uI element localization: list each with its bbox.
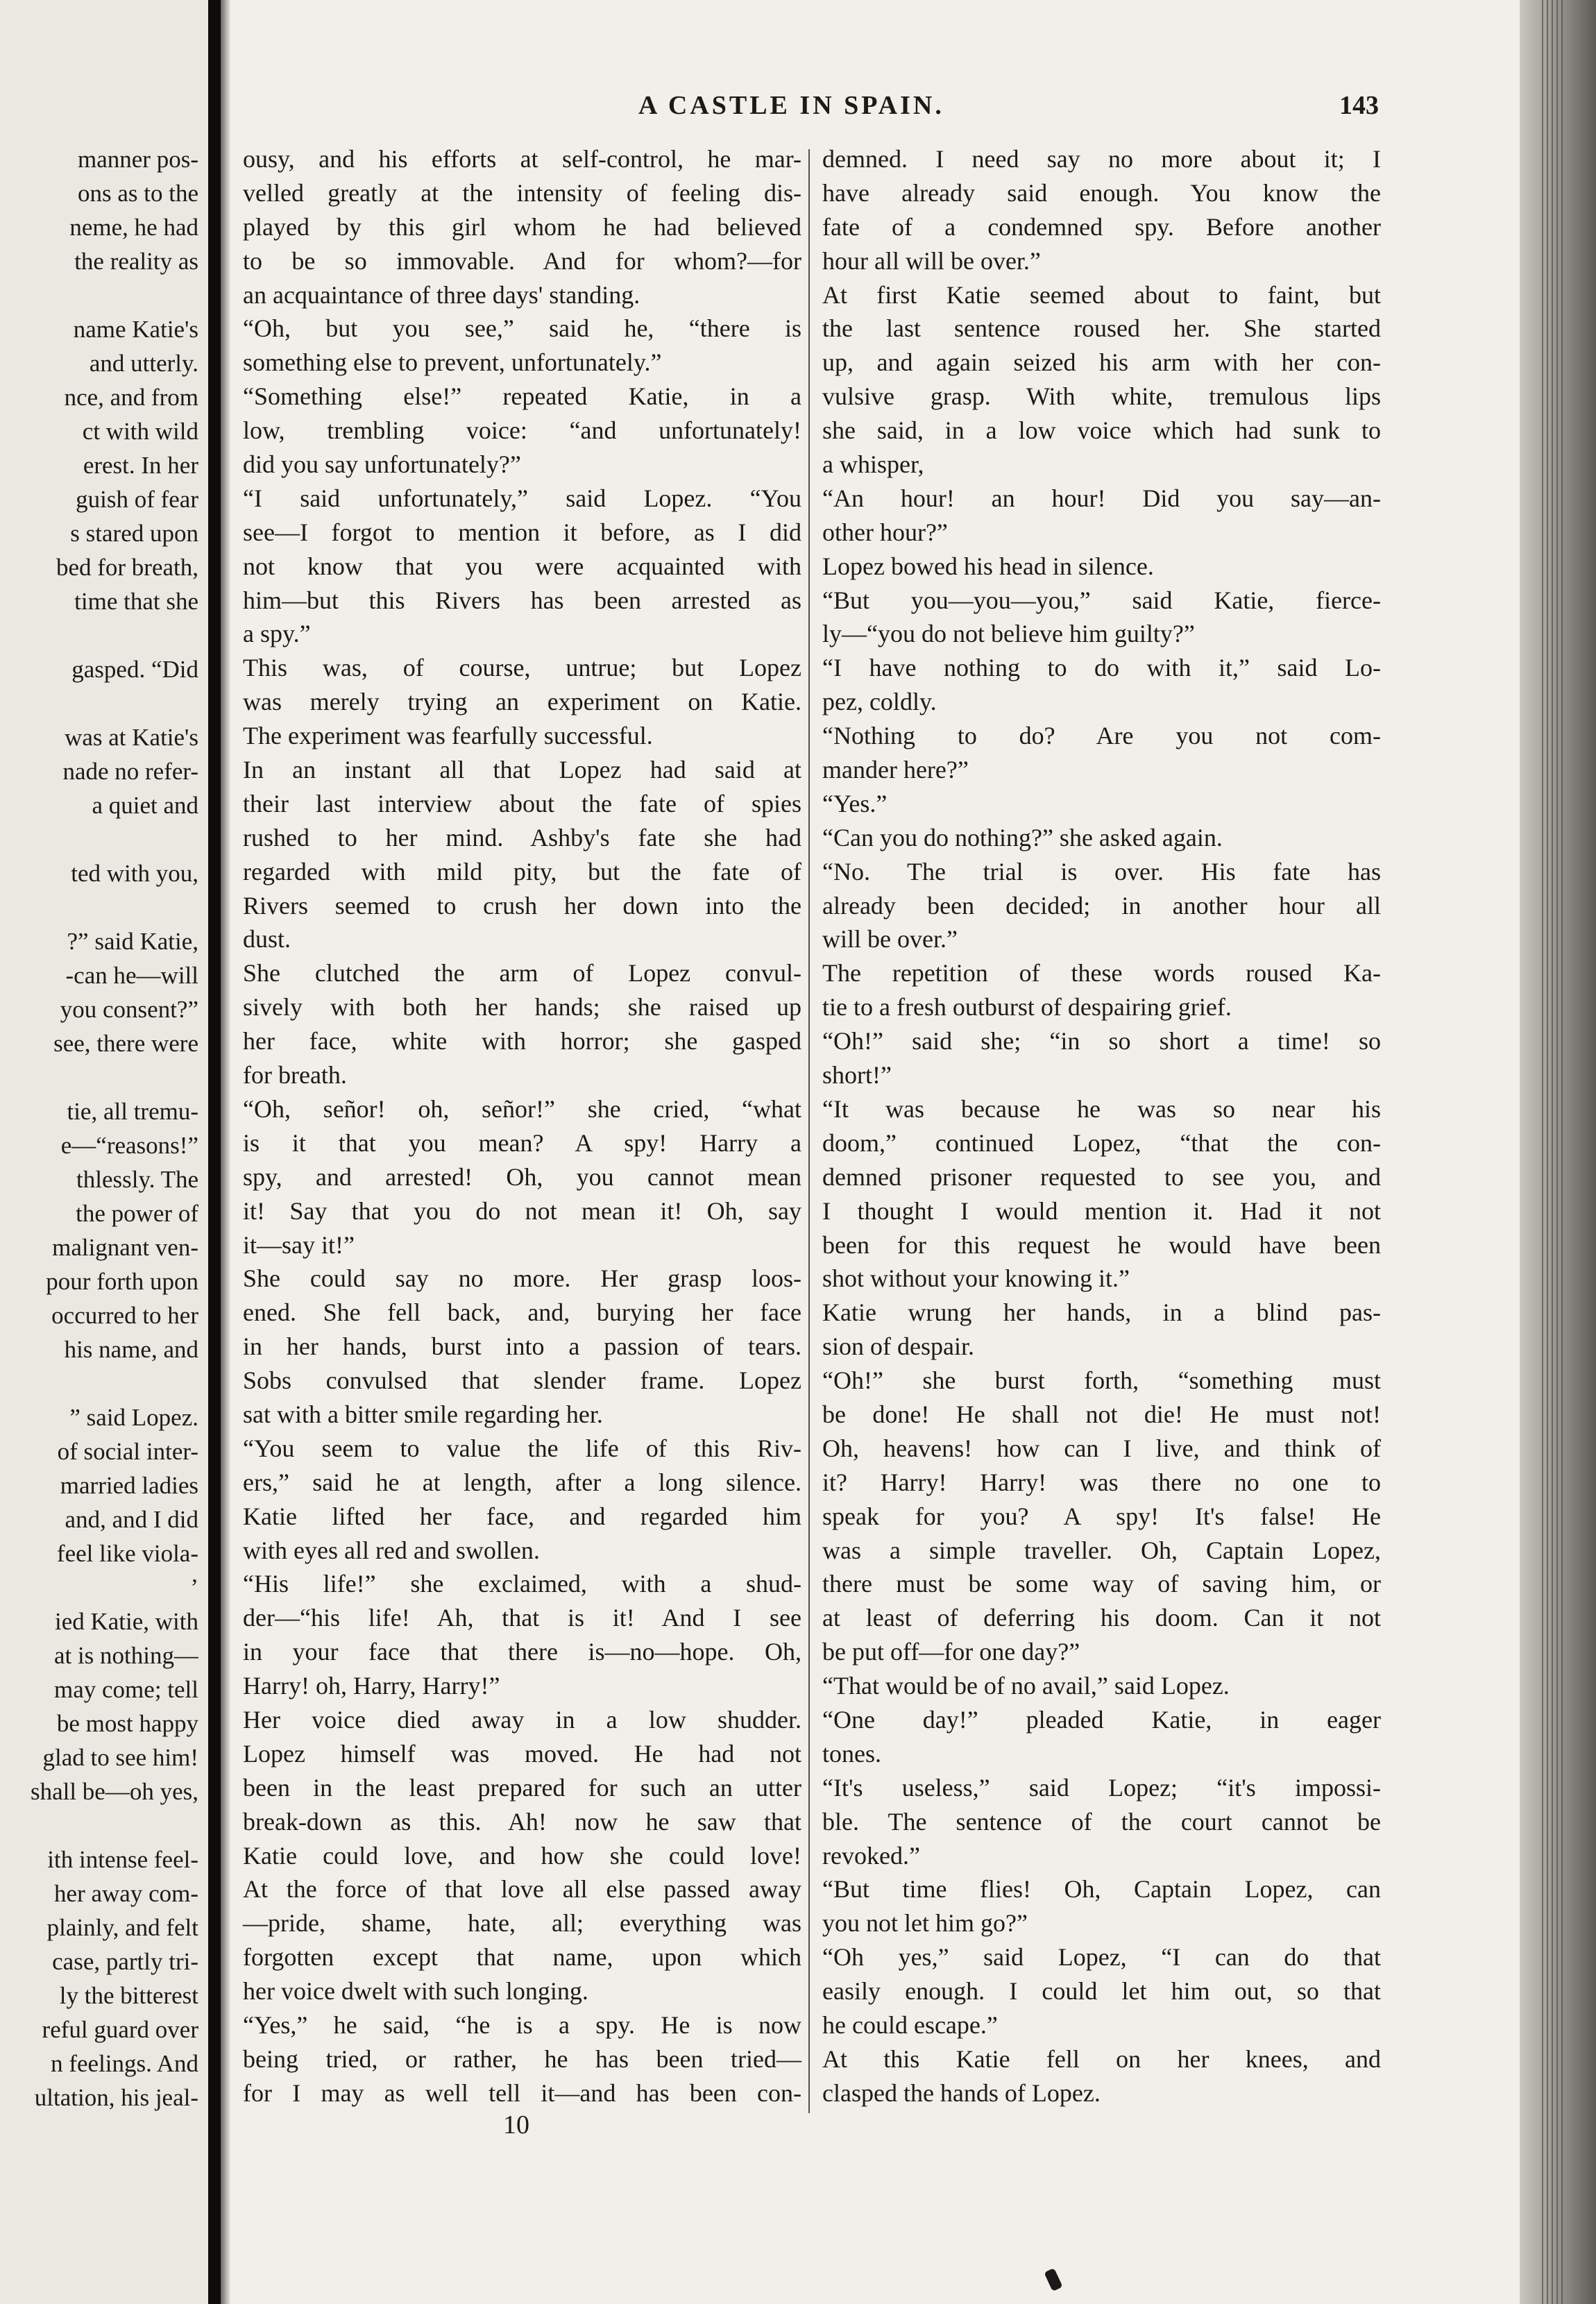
previous-page-fragments-line: ted with you,: [71, 860, 198, 887]
left-column-line: “Something else!” repeated Katie, in a: [243, 382, 801, 411]
page-number: 143: [1339, 91, 1379, 120]
left-column-line: “Yes,” he said, “he is a spy. He is now: [243, 2010, 801, 2039]
left-column-line: it—say it!”: [243, 1230, 355, 1259]
left-column-line: is it that you mean? A spy! Harry a: [243, 1128, 801, 1157]
previous-page-fragments-line: n feelings. And: [51, 2050, 198, 2077]
left-column-line: played by this girl whom he had believed: [243, 212, 801, 241]
right-column-line: “An hour! an hour! Did you say—an-: [822, 484, 1381, 512]
left-column-line: their last interview about the fate of spies: [243, 789, 801, 818]
left-column-line: “His life!” she exclaimed, with a shud-: [243, 1570, 801, 1598]
right-column-line: “It was because he was so near his: [822, 1094, 1381, 1123]
left-column-line: velled greatly at the intensity of feeling dis-: [243, 178, 801, 207]
left-column-line: it! Say that you do not mean it! Oh, say: [243, 1196, 801, 1225]
right-column-line: hour all will be over.”: [822, 246, 1041, 275]
right-column-line: “No. The trial is over. His fate has: [822, 857, 1381, 886]
previous-page-fragments-line: e—“reasons!”: [60, 1132, 198, 1159]
left-column-line: Sobs convulsed that slender frame. Lopez: [243, 1366, 801, 1395]
right-column-line: vulsive grasp. With white, tremulous lips: [822, 382, 1381, 411]
previous-page-fragments-line: the power of: [76, 1200, 198, 1227]
left-column-line: dust.: [243, 925, 291, 954]
left-column-line: been in the least prepared for such an utter: [243, 1773, 801, 1802]
right-column-line: will be over.”: [822, 925, 958, 954]
previous-page-fragments-line: the reality as: [74, 248, 198, 275]
left-column-line: regarded with mild pity, but the fate of: [243, 857, 801, 886]
previous-page-fragments-line: and, and I did: [65, 1506, 198, 1533]
right-column-line: was a simple traveller. Oh, Captain Lopez,: [822, 1536, 1381, 1564]
previous-page-fragments-line: and utterly.: [89, 350, 198, 377]
right-column-line: demned prisoner requested to see you, and: [822, 1162, 1381, 1191]
left-column-line: see—I forgot to mention it before, as I did: [243, 518, 801, 546]
right-column-line: At first Katie seemed about to faint, but: [822, 280, 1381, 309]
previous-page-fragments-line: time that she: [74, 588, 198, 615]
previous-page-fragments-line: see, there were: [53, 1030, 198, 1057]
right-column-line: “Oh yes,” said Lopez, “I can do that: [822, 1943, 1381, 1972]
right-column-line: “I have nothing to do with it,” said Lo-: [822, 654, 1381, 682]
left-column-line: low, trembling voice: “and unfortunately!: [243, 416, 801, 445]
right-column-line: revoked.”: [822, 1841, 920, 1870]
left-column-line: to be so immovable. And for whom?—for: [243, 246, 801, 275]
previous-page-edge: [0, 0, 208, 2304]
previous-page-fragments-line: feel like viola-: [56, 1540, 198, 1567]
right-column-line: “Yes.”: [822, 789, 888, 818]
previous-page-fragments-line: ultation, his jeal-: [34, 2084, 198, 2111]
right-column-line: you not let him go?”: [822, 1909, 1028, 1938]
right-column-line: at least of deferring his doom. Can it not: [822, 1604, 1381, 1632]
right-column-line: shot without your knowing it.”: [822, 1264, 1130, 1293]
left-column-line: Katie lifted her face, and regarded him: [243, 1502, 801, 1530]
right-column-line: up, and again seized his arm with her con-: [822, 348, 1381, 377]
previous-page-fragments-line: [0, 1809, 198, 1843]
left-column-line: a spy.”: [243, 620, 311, 648]
left-column: [243, 142, 801, 2110]
right-column-line: been for this request he would have been: [822, 1230, 1381, 1259]
previous-page-fragments-line: manner pos-: [78, 146, 198, 173]
right-column-line: doom,” continued Lopez, “that the con-: [822, 1128, 1381, 1157]
previous-page-fragments-line: gasped. “Did: [71, 656, 198, 683]
previous-page-text: [0, 142, 198, 2115]
right-column-line: “Nothing to do? Are you not com-: [822, 722, 1381, 750]
previous-page-fragments-line: shall be—oh yes,: [30, 1778, 198, 1805]
left-column-line: “You seem to value the life of this Riv-: [243, 1434, 801, 1462]
right-column-line: tones.: [822, 1739, 881, 1768]
right-column-line: speak for you? A spy! It's false! He: [822, 1502, 1381, 1530]
previous-page-fragments-line: be most happy: [56, 1710, 198, 1737]
previous-page-fragments-line: tie, all tremu-: [67, 1098, 198, 1125]
previous-page-fragments-line: of social inter-: [57, 1438, 198, 1465]
right-column-line: she said, in a low voice which had sunk to: [822, 416, 1381, 445]
left-column-line: her voice dwelt with such longing.: [243, 1977, 588, 2006]
left-column-line: for I may as well tell it—and has been con-: [243, 2078, 801, 2107]
right-column-line: ble. The sentence of the court cannot be: [822, 1807, 1381, 1836]
previous-page-fragments-line: guish of fear: [76, 486, 198, 513]
right-column-line: be done! He shall not die! He must not!: [822, 1400, 1381, 1428]
column-rule: [808, 149, 810, 2113]
right-column-line: “Oh!” she burst forth, “something must: [822, 1366, 1381, 1395]
left-column-line: ened. She fell back, and, burying her face: [243, 1298, 801, 1327]
left-column-line: This was, of course, untrue; but Lopez: [243, 654, 801, 682]
previous-page-fragments-line: reful guard over: [42, 2016, 198, 2043]
left-column-line: ers,” said he at length, after a long silence.: [243, 1468, 801, 1496]
left-column-line: spy, and arrested! Oh, you cannot mean: [243, 1162, 801, 1191]
previous-page-fragments-line: s stared upon: [70, 520, 198, 547]
left-column-line: She clutched the arm of Lopez convul-: [243, 959, 801, 988]
right-column-line: “Oh!” said she; “in so short a time! so: [822, 1027, 1381, 1056]
left-column-line: not know that you were acquainted with: [243, 552, 801, 580]
left-column-line: “Oh, but you see,” said he, “there is: [243, 314, 801, 343]
left-column-line: in her hands, burst into a passion of tears.: [243, 1332, 801, 1361]
previous-page-fragments-line: neme, he had: [69, 214, 198, 241]
left-column-line: ousy, and his efforts at self-control, he mar-: [243, 145, 801, 173]
previous-page-fragments-line: ?” said Katie,: [67, 928, 198, 955]
right-column-line: short!”: [822, 1061, 892, 1090]
left-column-line: The experiment was fearfully successful.: [243, 722, 653, 750]
left-column-line: “I said unfortunately,” said Lopez. “You: [243, 484, 801, 512]
left-column-line: rushed to her mind. Ashby's fate she had: [243, 823, 801, 852]
previous-page-fragments-line: a quiet and: [92, 792, 198, 819]
previous-page-fragments-line: ied Katie, with: [54, 1608, 198, 1635]
previous-page-fragments-line: plainly, and felt: [46, 1914, 198, 1941]
previous-page-fragments-line: glad to see him!: [42, 1744, 198, 1771]
book-gutter: [208, 0, 221, 2304]
left-column-line: with eyes all red and swollen.: [243, 1536, 540, 1564]
right-column-line: it? Harry! Harry! was there no one to: [822, 1468, 1381, 1496]
previous-page-fragments-line: nade no refer-: [62, 758, 198, 785]
previous-page-fragments-line: [0, 278, 198, 312]
previous-page-fragments-line: case, partly tri-: [52, 1948, 198, 1975]
previous-page-fragments-line: pour forth upon: [46, 1268, 198, 1295]
right-column-line: already been decided; in another hour all: [822, 891, 1381, 920]
right-column-line: sion of despair.: [822, 1332, 974, 1361]
left-column-line: sat with a bitter smile regarding her.: [243, 1400, 603, 1428]
left-column-line: Rivers seemed to crush her down into the: [243, 891, 801, 920]
right-column-line: tie to a fresh outburst of despairing grief.: [822, 993, 1232, 1022]
previous-page-fragments-line: ith intense feel-: [47, 1846, 198, 1873]
previous-page-fragments-line: [0, 686, 198, 720]
right-column-line: ly—“you do not believe him guilty?”: [822, 620, 1195, 648]
right-column-line: fate of a condemned spy. Before another: [822, 212, 1381, 241]
previous-page-fragments-line: thlessly. The: [76, 1166, 198, 1193]
right-column-line: other hour?”: [822, 518, 948, 546]
running-head: A CASTLE IN SPAIN.: [638, 91, 944, 120]
previous-page-fragments-line: erest. In her: [83, 452, 198, 479]
previous-page-fragments-line: [0, 1366, 198, 1400]
right-column-line: “It's useless,” said Lopez; “it's impossi-: [822, 1773, 1381, 1802]
right-column-line: a whisper,: [822, 450, 924, 479]
left-column-line: Katie could love, and how she could love!: [243, 1841, 801, 1870]
previous-page-fragments-line: [0, 1060, 198, 1094]
left-column-line: —pride, shame, hate, all; everything was: [243, 1909, 801, 1938]
right-column-line: “That would be of no avail,” said Lopez.: [822, 1672, 1230, 1700]
left-column-line: in your face that there is—no—hope. Oh,: [243, 1638, 801, 1666]
right-column-line: be put off—for one day?”: [822, 1638, 1080, 1666]
previous-page-fragments-line: [0, 618, 198, 652]
right-column-line: “But time flies! Oh, Captain Lopez, can: [822, 1875, 1381, 1904]
previous-page-fragments-line: his name, and: [64, 1336, 198, 1363]
signature-mark: 10: [503, 2110, 529, 2140]
previous-page-fragments-line: you consent?”: [60, 996, 198, 1023]
left-column-line: for breath.: [243, 1061, 347, 1090]
right-column-line: “One day!” pleaded Katie, in eager: [822, 1705, 1381, 1734]
page-stack-lines: [1542, 0, 1563, 2304]
right-column-line: mander here?”: [822, 756, 969, 784]
left-column-line: sively with both her hands; she raised up: [243, 993, 801, 1022]
left-column-line: In an instant all that Lopez had said at: [243, 756, 801, 784]
left-column-line: Lopez himself was moved. He had not: [243, 1739, 801, 1768]
left-column-line: her face, white with horror; she gasped: [243, 1027, 801, 1056]
left-column-line: did you say unfortunately?”: [243, 450, 521, 479]
right-column-line: there must be some way of saving him, or: [822, 1570, 1381, 1598]
right-column-line: I thought I would mention it. Had it not: [822, 1196, 1381, 1225]
previous-page-fragments-line: -can he—will: [65, 962, 198, 989]
right-column: [822, 142, 1381, 2110]
previous-page-fragments-line: ct with wild: [82, 418, 198, 445]
left-column-line: She could say no more. Her grasp loos-: [243, 1264, 801, 1293]
left-column-line: an acquaintance of three days' standing.: [243, 280, 640, 309]
previous-page-fragments-line: ons as to the: [77, 180, 198, 207]
previous-page-fragments-line: bed for breath,: [56, 554, 198, 581]
previous-page-fragments-line: [0, 822, 198, 856]
previous-page-fragments-line: [0, 890, 198, 924]
right-column-line: At this Katie fell on her knees, and: [822, 2044, 1381, 2073]
left-column-line: At the force of that love all else passed away: [243, 1875, 801, 1904]
left-column-line: being tried, or rather, he has been tried—: [243, 2044, 801, 2073]
right-column-line: the last sentence roused her. She started: [822, 314, 1381, 343]
previous-page-fragments-line: malignant ven-: [52, 1234, 198, 1261]
right-column-line: pez, coldly.: [822, 688, 937, 716]
right-column-line: The repetition of these words roused Ka-: [822, 959, 1381, 988]
left-column-line: break-down as this. Ah! now he saw that: [243, 1807, 801, 1836]
previous-page-fragments-line: occurred to her: [51, 1302, 198, 1329]
gutter-shadow: [221, 0, 230, 2304]
left-column-line: Her voice died away in a low shudder.: [243, 1705, 801, 1734]
previous-page-fragments-line: married ladies: [60, 1472, 198, 1499]
left-column-line: him—but this Rivers has been arrested as: [243, 586, 801, 614]
previous-page-fragments-line: nce, and from: [64, 384, 198, 411]
previous-page-fragments-line: ” said Lopez.: [69, 1404, 198, 1431]
left-column-line: der—“his life! Ah, that is it! And I see: [243, 1604, 801, 1632]
previous-page-fragments-line: was at Katie's: [65, 724, 198, 751]
previous-page-fragments-line: at is nothing—: [53, 1642, 198, 1669]
right-column-line: have already said enough. You know the: [822, 178, 1381, 207]
previous-page-fragments-line: may come; tell: [54, 1676, 198, 1703]
left-column-line: was merely trying an experiment on Katie.: [243, 688, 801, 716]
right-column-line: “Can you do nothing?” she asked again.: [822, 823, 1223, 852]
left-column-line: “Oh, señor! oh, señor!” she cried, “what: [243, 1094, 801, 1123]
left-column-line: something else to prevent, unfortunately.”: [243, 348, 662, 377]
right-column-line: Katie wrung her hands, in a blind pas-: [822, 1298, 1381, 1327]
previous-page-fragments-line: ’: [190, 1574, 198, 1601]
left-column-line: Harry! oh, Harry, Harry!”: [243, 1672, 500, 1700]
right-column-line: he could escape.”: [822, 2010, 998, 2039]
right-column-line: demned. I need say no more about it; I: [822, 145, 1381, 173]
previous-page-fragments-line: name Katie's: [73, 316, 198, 343]
left-column-line: forgotten except that name, upon which: [243, 1943, 801, 1972]
right-column-line: Lopez bowed his head in silence.: [822, 552, 1154, 580]
right-column-line: “But you—you—you,” said Katie, fierce-: [822, 586, 1381, 614]
previous-page-fragments-line: her away com-: [54, 1880, 198, 1907]
right-column-line: Oh, heavens! how can I live, and think of: [822, 1434, 1381, 1462]
right-column-line: clasped the hands of Lopez.: [822, 2078, 1101, 2107]
right-column-line: easily enough. I could let him out, so that: [822, 1977, 1381, 2006]
previous-page-fragments-line: ly the bitterest: [59, 1982, 198, 2009]
